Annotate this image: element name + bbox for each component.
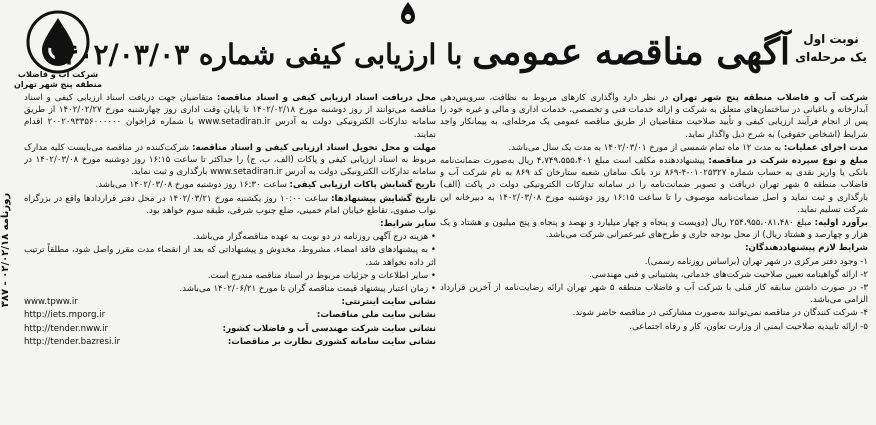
website-link[interactable]: www.tpww.ir <box>24 297 78 308</box>
round-line1: نوبت اول <box>803 32 859 46</box>
receive-paragraph <box>24 92 436 141</box>
opening-quality-heading: تاریخ گشایش پاکات ارزیابی کیفی: <box>289 180 436 191</box>
deadline-text: شرکت‌کننده در مناقصه می‌بایست کلیه مدارک مربوط به اسناد ارزیابی کیفی و پاکات (الف، ب، ج) را حداکثر تا ساعت ۱۶:۱۵ روز دوشنبه مورخ ۱۴۰۲/۰۳/۰۸ در سامانه تدارکات الکترونیکی دولت به آدرس www.setadiran.ir بارگذاری و ثبت نماید. <box>24 142 436 178</box>
opening-offers-paragraph <box>24 193 436 217</box>
logo-caption-line2: منطقه پنج شهر تهران <box>14 80 102 89</box>
duration-heading: مدت اجرای عملیات: <box>783 142 868 153</box>
website-label: نشانی سایت اینترنتی: <box>341 297 436 308</box>
emblem-icon <box>396 0 420 26</box>
other-condition-item: • به پیشنهادهای فاقد امضاء، مشروط، مخدوش و پیشنهاداتی که بعد از انقضاء مدت مقرر واصل شود، مطلقاً ترتیب اثر داده نخواهد شد. <box>24 245 436 268</box>
website-row <box>24 323 436 335</box>
condition-item: ۱- وجود دفتر مرکزی در شهر تهران (براساس روزنامه رسمی). <box>644 256 868 267</box>
website-link[interactable]: http://tender.bazresi.ir <box>24 336 121 347</box>
condition-item: ۲- ارائه گواهینامه تعیین صلاحیت شرکت‌های خدماتی، پشتیبانی و فنی مهندسی. <box>589 269 868 280</box>
opening-quality-text: ساعت ۱۶:۳۰ روز دوشنبه مورخ ۱۴۰۲/۰۳/۰۸ می‌باشد. <box>95 180 290 191</box>
website-link[interactable]: http://tender.nww.ir <box>24 323 109 334</box>
budget-text: مبلغ ۲۵۴،۹۵۵،۰۸۱،۴۸۰ ریال (دویست و پنجاه و چهار میلیارد و نهصد و پنجاه و پنج میلیون و هشتاد و یک هزار و چهارصد و هشتاد ریال) از محل بودجه جاری و طرح‌های غیرعمرانی شرکت می‌باشد. <box>440 218 868 241</box>
logo-caption-line1: شرکت آب و فاضلاب <box>17 70 99 79</box>
intro-heading: شرکت آب و فاضلاب منطقه پنج شهر تهران <box>672 93 868 103</box>
condition-item: ۳- در صورت داشتن سابقه کار قبلی با شرکت آب و فاضلاب منطقه ۵ شهر تهران ارائه رضایت‌نامه از آخرین قرارداد الزامی می‌باشد. <box>440 283 868 306</box>
opening-quality-paragraph <box>24 179 436 191</box>
receive-heading: محل دریافت اسناد ارزیابی کیفی و اسناد مناقصه: <box>216 93 436 103</box>
page-title <box>48 31 790 75</box>
website-row <box>24 296 436 308</box>
intro-paragraph <box>440 92 868 141</box>
duration-text: به مدت ۱۲ ماه تمام شمسی از مورخ ۱۴۰۲/۰۳/۰۱ به مدت یک سال می‌باشد. <box>508 142 784 153</box>
left-column <box>24 92 436 422</box>
round-line2: یک مرحله‌ای <box>795 50 867 64</box>
website-label: نشانی سایت سامانه کشوری نظارت بر مناقصات: <box>227 336 436 347</box>
budget-paragraph <box>440 217 868 241</box>
other-condition-item: • سایر اطلاعات و جزئیات مربوط در اسناد مناقصه مندرج است. <box>207 270 436 281</box>
sidebar-text: روزنامه ۰۲/۰۲/۱۸ - ۳۸۷ <box>0 192 11 308</box>
budget-heading: برآورد اولیه: <box>814 218 868 229</box>
website-row <box>24 309 436 321</box>
guarantee-paragraph <box>440 155 868 216</box>
intro-text: در نظر دارد واگذاری کارهای مربوط به نظافت، سرویس‌دهی آبدارخانه و باغبانی در ساختمان‌های متعلق به شرکت و ارائه خدمات فنی و تخصصی، خدمات اداری و مالی و غیره خود را پس از انجام فرآیند ارزیابی کیفی و تأیید صلاحیت متقاضیان از طریق مناقصه عمومی یک مرحله‌ای، به پیمانکار واجد شرایط (اشخاص حقوقی) به شرح ذیل واگذار نماید. <box>440 93 868 140</box>
guarantee-heading: مبلغ و نوع سپرده شرکت در مناقصه: <box>708 156 868 167</box>
deadline-heading: مهلت و محل تحویل اسناد ارزیابی کیفی و اسناد مناقصه: <box>192 142 436 153</box>
other-condition-item: • هزینه درج آگهی روزنامه در دو نوبت به عهده مناقصه‌گزار می‌باشد. <box>192 232 436 243</box>
condition-item: ۴- شرکت کنندگان در مناقصه نمی‌توانند به‌صورت مشارکتی در مناقصه حاضر شوند. <box>572 308 868 319</box>
website-link[interactable]: http://iets.mporg.ir <box>24 310 106 321</box>
website-label: نشانی سایت ملی مناقصات: <box>316 310 436 321</box>
receive-text: متقاضیان جهت دریافت اسناد ارزیابی کیفی و اسناد مناقصه می‌توانند از روز دوشنبه مورخ ۱۴۰۲/۰۲/۱۸ تا پایان وقت اداری روز چهارشنبه مورخ ۱۴۰۲/۰۲/۲۷ از طریق سامانه تدارکات الکترونیکی دولت به آدرس www.setadiran.ir با شماره فراخوان ۲۰۰۲۰۹۳۳۵۶۰۰۰۰۰۰ اقدام نمایند. <box>24 93 436 140</box>
website-label: نشانی سایت شرکت مهندسی آب و فاضلاب کشور: <box>222 323 436 334</box>
round-info <box>792 30 870 66</box>
title-main: آگهی مناقصه عمومی <box>472 31 790 73</box>
other-heading: سایر شرایط: <box>380 219 436 230</box>
opening-offers-heading: تاریخ گشایش پیشنهادها: <box>331 193 436 204</box>
condition-item: ۵- ارائه تاییدیه صلاحیت ایمنی از وزارت تعاون، کار و رفاه اجتماعی. <box>629 321 868 332</box>
opening-offers-text: ساعت ۱۰:۰۰ روز یکشنبه مورخ ۱۴۰۲/۰۳/۲۱ در محل دفتر قراردادها واقع در بزرگراه نواب صفوی، تقاطع خیابان امام خمینی، ضلع جنوب شرقی، طبقه سوم خواهد بود. <box>24 193 436 216</box>
deadline-paragraph <box>24 142 436 179</box>
title-rest: با ارزیابی کیفی شماره ۱۴۰۲/۰۳/۰۳ <box>48 38 463 71</box>
newspaper-sidebar <box>0 100 20 420</box>
guarantee-text: پیشنهاددهنده مکلف است مبلغ ۴،۷۴۹،۵۵۵،۴۰۱ ریال به‌صورت ضمانت‌نامه بانکی یا واریز نقدی به حساب شماره ۰۱۰۲۵۳۲۷-۴-۸۶۹ نزد بانک سامان شعبه ستارخان کد ۸۶۹ به نام شرکت آب و فاضلاب منطقه ۵ شهر تهران دریافت و تصویر ضمانت‌نامه را در سامانه تدارکات الکترونیکی دولت در پاکت (الف) بارگذاری و ثبت نماید و اصل ضمانت‌نامه موصوف را تا ساعت ۱۶:۱۵ روز دوشنبه مورخ ۱۴۰۲/۰۳/۰۸ به دبیرخانه این شرکت تسلیم نماید. <box>440 156 868 215</box>
duration-paragraph <box>440 142 868 154</box>
website-row <box>24 336 436 348</box>
conditions-heading: شرایط لازم پیشنهاددهندگان: <box>745 243 868 254</box>
other-condition-item: • زمان اعتبار پیشنهاد قیمت مناقصه گران تا مورخ ۱۴۰۲/۰۶/۲۱ می‌باشد. <box>179 284 436 295</box>
right-column <box>440 92 868 422</box>
